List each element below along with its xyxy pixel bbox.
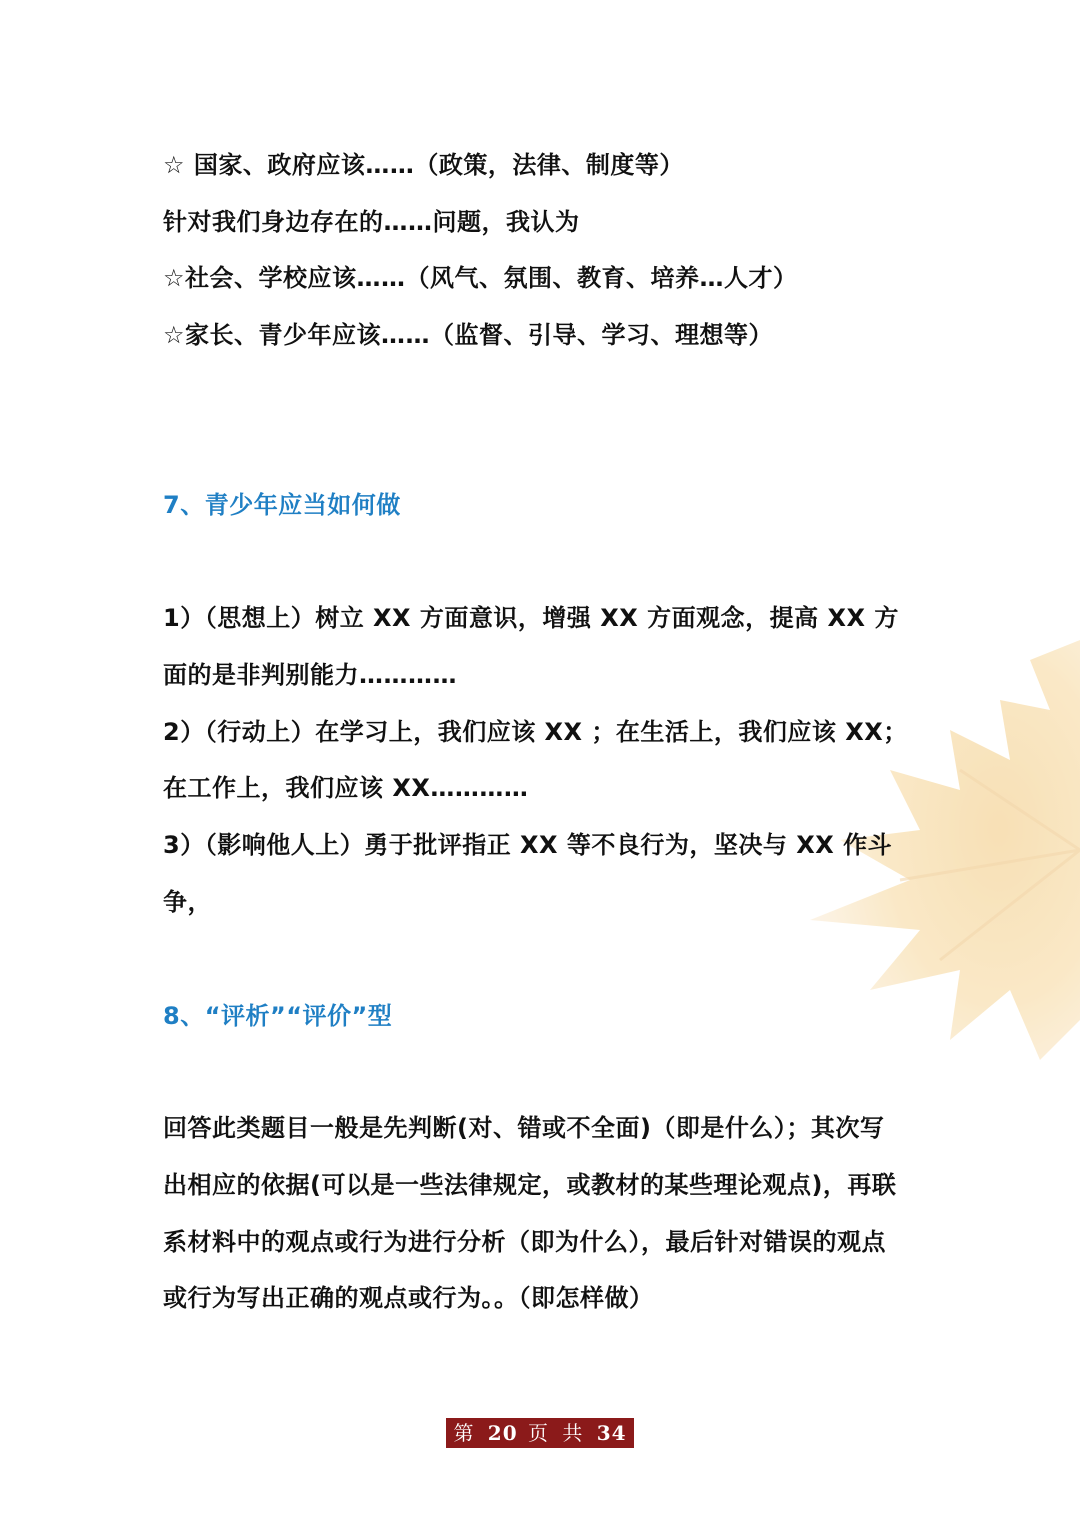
- total-pages-number: 34: [596, 1421, 627, 1445]
- paragraph-line: 争，: [163, 888, 212, 916]
- list-item: ☆家长、青少年应该……（监督、引导、学习、理想等）: [163, 321, 774, 349]
- paragraph-line: 回答此类题目一般是先判断(对、错或不全面)（即是什么）；其次写: [163, 1114, 885, 1142]
- page-number-footer: [446, 1418, 634, 1475]
- paragraph-line: 2）（行动上）在学习上，我们应该 XX ；在生活上，我们应该 XX；: [163, 718, 908, 746]
- paragraph-line: 出相应的依据(可以是一些法律规定，或教材的某些理论观点)，再联: [163, 1171, 897, 1199]
- current-page-number: 20: [487, 1421, 518, 1445]
- paragraph-line: 在工作上，我们应该 XX…………: [163, 774, 529, 802]
- footer-suffix: 页: [528, 1451, 552, 1475]
- list-item: ☆社会、学校应该……（风气、氛围、教育、培养…人才）: [163, 264, 798, 292]
- footer-prefix: 第: [453, 1421, 478, 1445]
- list-item: ☆ 国家、政府应该……（政策，法律、制度等）: [163, 151, 684, 179]
- section-heading-7: 7、青少年应当如何做: [163, 491, 401, 519]
- paragraph-line: 系材料中的观点或行为进行分析（即为什么），最后针对错误的观点: [163, 1228, 886, 1256]
- section-heading-8: 8、“评析”“评价”型: [163, 1002, 393, 1030]
- paragraph-line: 面的是非判别能力…………: [163, 661, 457, 689]
- paragraph-line: 或行为写出正确的观点或行为。。（即怎样做）: [163, 1284, 654, 1312]
- footer-middle: 页 共: [528, 1421, 587, 1445]
- paragraph-line: 3）（影响他人上）勇于批评指正 XX 等不良行为，坚决与 XX 作斗: [163, 831, 893, 859]
- paragraph-line: 1）（思想上）树立 XX 方面意识，增强 XX 方面观念，提高 XX 方: [163, 604, 899, 632]
- list-item: 针对我们身边存在的……问题，我认为: [163, 208, 580, 236]
